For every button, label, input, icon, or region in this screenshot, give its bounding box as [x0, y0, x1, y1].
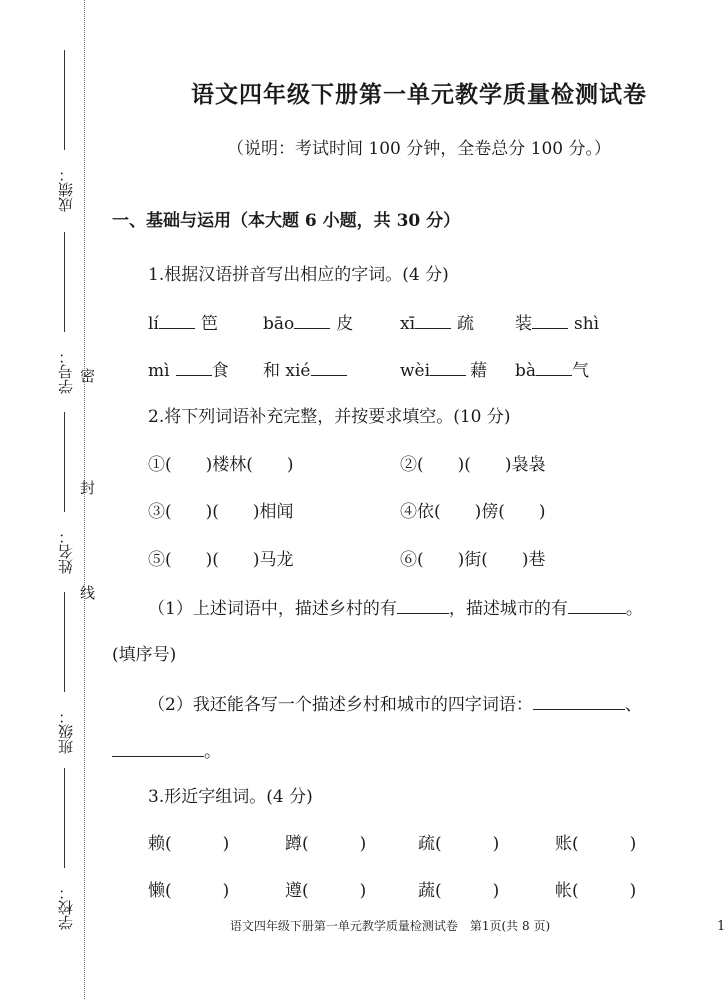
seal-char-xian: 线: [80, 584, 96, 602]
q2-sub2-cont: [112, 737, 221, 762]
answer-blank[interactable]: [397, 596, 449, 614]
q2-sub1-hint: (填序号): [112, 645, 177, 665]
q3-item: 疏( ): [418, 834, 500, 854]
q1-pinyin: bà: [515, 361, 537, 381]
q1-pinyin: wèi: [400, 361, 431, 381]
q1-item: [148, 356, 229, 381]
q2-sub1-text: （1）上述词语中，描述乡村的有: [148, 599, 397, 619]
q2-prompt: 2.将下列词语补充完整，并按要求填空。(10 分): [148, 407, 511, 427]
student-id-label: 学号：: [57, 349, 75, 395]
q2-sub2-text: 、: [624, 695, 642, 715]
answer-blank[interactable]: [532, 311, 568, 329]
q1-char: 装: [515, 314, 532, 334]
name-line: [64, 412, 65, 512]
q2-sub2-text: （2）我还能各写一个描述乡村和城市的四字词语：: [148, 695, 533, 715]
q1-char: 食: [211, 361, 229, 381]
section-heading: 一、基础与运用（本大题 6 小题，共 30 分）: [112, 211, 461, 231]
q2-item: ⑤( )( )马龙: [148, 550, 294, 570]
binding-margin: [0, 0, 100, 999]
q1-item: [400, 309, 474, 334]
q1-pinyin: lí: [148, 314, 159, 334]
q2-item: ⑥( )街( )巷: [400, 550, 546, 570]
q3-item: 懒( ): [148, 881, 230, 901]
q1-item: [515, 356, 589, 381]
student-id-line: [64, 232, 65, 332]
q2-item: ④依( )傍( ): [400, 502, 546, 522]
answer-blank[interactable]: [415, 311, 451, 329]
answer-blank[interactable]: [430, 358, 466, 376]
seal-char-feng: 封: [80, 479, 96, 497]
seal-char-mi: 密: [80, 367, 96, 385]
q1-item: [148, 309, 218, 334]
score-field[interactable]: [54, 50, 78, 220]
class-field[interactable]: [54, 592, 78, 762]
q1-item: [515, 309, 599, 334]
name-field[interactable]: [54, 412, 78, 582]
q3-item: 蔬( ): [418, 881, 500, 901]
score-label: 成绩：: [57, 167, 75, 213]
q1-pinyin: xī: [400, 314, 416, 334]
q2-sub2: [148, 690, 642, 715]
q1-char: 疏: [457, 314, 475, 334]
school-label: 学校：: [57, 885, 75, 931]
q2-item: ①( )楼林( ): [148, 455, 294, 475]
answer-blank[interactable]: [176, 358, 212, 376]
answer-blank[interactable]: [112, 739, 204, 757]
q1-pinyin: shì: [574, 314, 600, 334]
q1-pinyin: bāo: [263, 314, 295, 334]
answer-blank[interactable]: [294, 311, 330, 329]
q2-sub1-text: 。: [625, 599, 643, 619]
answer-blank[interactable]: [311, 358, 347, 376]
q2-sub2-text: 。: [204, 742, 221, 762]
q1-item: [263, 309, 353, 334]
q1-pinyin: mì: [148, 361, 170, 381]
name-label: 姓名：: [57, 529, 75, 575]
student-id-field[interactable]: [54, 232, 78, 402]
q1-prompt: 1.根据汉语拼音写出相应的字词。(4 分): [148, 265, 449, 285]
q1-char: 气: [572, 361, 590, 381]
class-line: [64, 592, 65, 692]
q1-item: [263, 356, 347, 381]
q1-char: 藉: [470, 361, 488, 381]
seal-dotted-line: [84, 0, 85, 999]
q1-pinyin: 和 xié: [263, 361, 311, 381]
q1-item: [400, 356, 487, 381]
q3-item: 账( ): [555, 834, 637, 854]
q3-item: 蹲( ): [285, 834, 367, 854]
answer-blank[interactable]: [533, 692, 625, 710]
school-field[interactable]: [54, 768, 78, 938]
exam-note: （说明：考试时间 100 分钟，全卷总分 100 分。）: [226, 139, 611, 159]
answer-blank[interactable]: [159, 311, 195, 329]
school-line: [64, 768, 65, 868]
q2-item: ③( )( )相闻: [148, 502, 294, 522]
answer-blank[interactable]: [536, 358, 572, 376]
q3-item: 帐( ): [555, 881, 637, 901]
q3-item: 遵( ): [285, 881, 367, 901]
q3-item: 赖( ): [148, 834, 230, 854]
q2-sub1: [148, 594, 643, 619]
class-label: 班级：: [57, 709, 75, 755]
page-footer: 语文四年级下册第一单元教学质量检测试卷 第1页(共 8 页): [229, 919, 551, 933]
score-line: [64, 50, 65, 150]
q3-prompt: 3.形近字组词。(4 分): [148, 787, 313, 807]
page-number: 1: [717, 919, 726, 934]
q2-item: ②( )( )袅袅: [400, 455, 546, 475]
answer-blank[interactable]: [568, 596, 626, 614]
q1-char: 皮: [336, 314, 354, 334]
q2-sub1-text: ，描述城市的有: [448, 599, 568, 619]
q1-char: 笆: [200, 314, 218, 334]
page-title: 语文四年级下册第一单元教学质量检测试卷: [191, 81, 647, 108]
